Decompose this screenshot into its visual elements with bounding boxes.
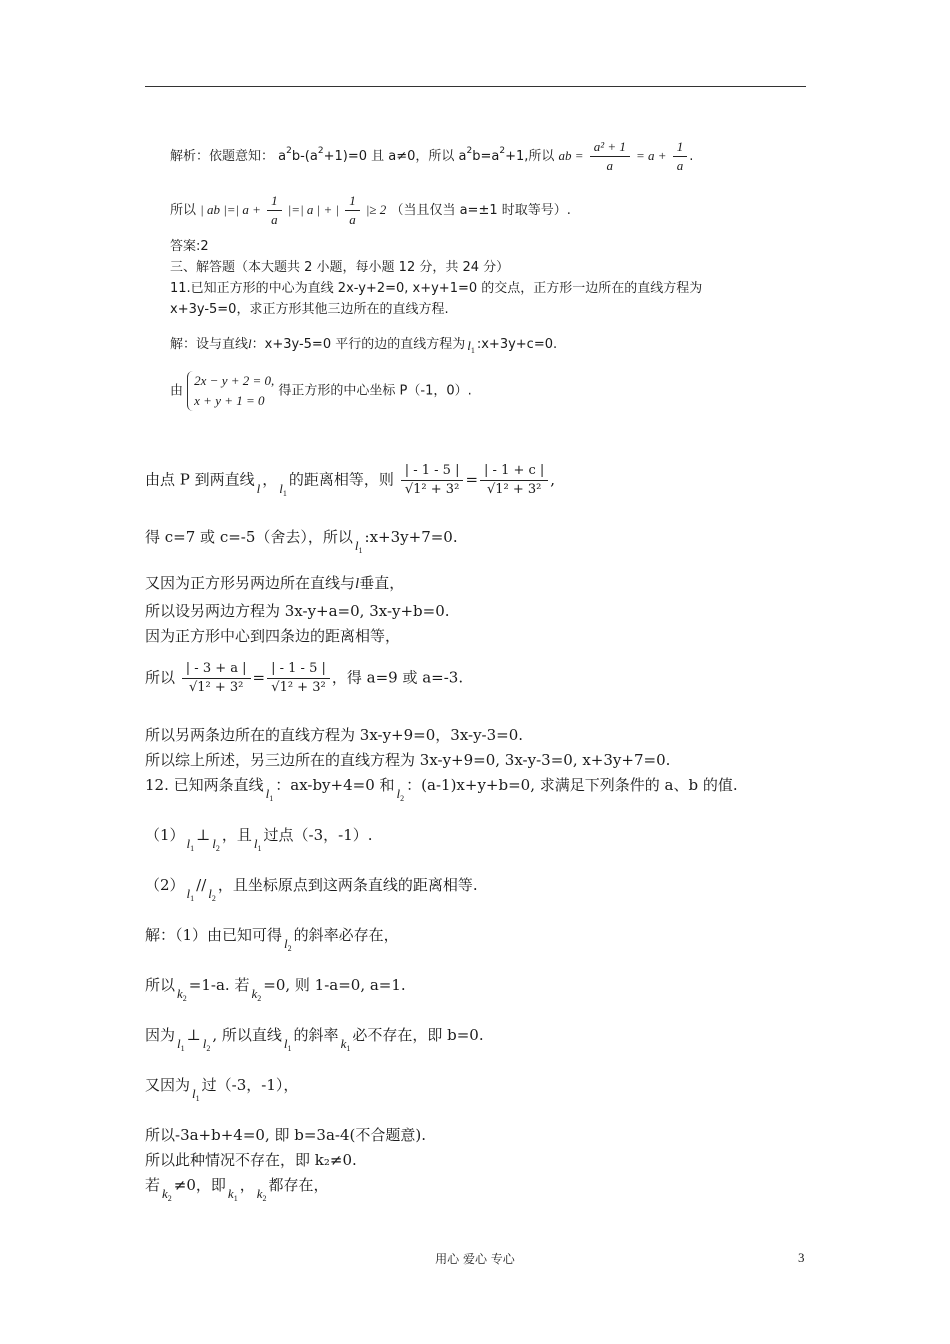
q12-solution-5: 所以-3a+b+4=0, 即 b=3a-4(不合题意). [145,1126,426,1144]
q12-solution-3: 因为 $l_1\perp$ $l_2$, 所以直线 $l_1$的斜率 $k_1$必不存在，即 b=0. [145,1026,484,1053]
q12-line-1: 12. 已知两条直线 $l_1$：ax-by+4=0 和 $l_2$：(a-1)x+y+b=0, 求满足下列条件的 a、b 的值. [145,776,738,803]
q11-solution-6: 所以设另两边方程为 3x-y+a=0, 3x-y+b=0. [145,602,450,620]
q12-solution-7: 若 $k_2\ne 0$，即 $k_1$， $k_2$都存在， [145,1176,329,1203]
q11-solution-2: 由 2x − y + 2 = 0, x + y + 1 = 0 得正方形的中心坐标 P（-1，0）. [170,371,472,411]
fraction: $\frac{1}{a}$ [267,192,282,229]
fraction: $\frac{| - 1 - 5 |}{\text{√1² + 3²}}$ [267,660,330,697]
fraction: $\frac{1}{a}$ [345,192,360,229]
header-rule [145,86,806,87]
q11-line-1: 11.已知正方形的中心为直线 2x-y+2=0, x+y+1=0 的交点，正方形一边所在的直线方程为 [170,281,703,296]
q12-solution-1: 解：（1）由已知可得 $l_2$的斜率必存在， [145,926,399,953]
page-footer: 用心 爱心 专心 [435,1252,515,1266]
fraction: $\frac{| - 1 + c |}{\text{√1² + 3²}}$ [480,462,548,499]
q11-solution-8: 所以 $\frac{| - 3 + a |}{\text{√1² + 3²}}$ = $\frac{| - 1 - 5 |}{\text{√1² + 3²}}$ ，得 a=9 或 a=-3. [145,661,464,695]
fraction: $\frac{| - 3 + a |}{\text{√1² + 3²}}$ [182,660,251,697]
fraction: $\frac{| - 1 - 5 |}{\text{√1² + 3²}}$ [401,462,464,499]
q11-solution-4: 得 c=7 或 c=-5（舍去），所以 $l_1:x+3y+7=0$. [145,528,458,555]
q12-condition-1: （1） $l_1\perp$ $l_2$，且 $l_1$过点（-3，-1）. [145,826,373,853]
q12-solution-6: 所以此种情况不存在，即 k₂≠0. [145,1151,357,1169]
analysis-line-1: 解析：依题意知： $a^2b-(a^2+1)=0$ 且 a≠0，所以 $a^2b=a^2+1$,所以 ab = $\frac{\text{a² + 1}}{a}$ = a + $\frac{1}{a}$ . [170,139,694,173]
fraction: $\frac{1}{a}$ [673,138,688,175]
analysis-line-2: 所以 | ab |=| a + $\frac{1}{a}$ |=| a | + | $\frac{1}{a}$ |≥ 2 （当且仅当 a=±1 时取等号）. [170,193,571,227]
q12-condition-2: （2） $l_1//$ $l_2$，且坐标原点到这两条直线的距离相等. [145,876,478,903]
q11-solution-10: 所以综上所述，另三边所在的直线方程为 3x-y+9=0, 3x-y-3=0, x+3y+7=0. [145,751,671,769]
equation-system: 2x − y + 2 = 0, x + y + 1 = 0 [187,371,274,411]
q12-solution-2: 所以 $k_2=1-a$. 若 $k_2=0$, 则 1-a=0, a=1. [145,976,406,1003]
q11-solution-1: 解：设与直线l：x+3y-5=0 平行的边的直线方程为 $l_1$ :x+3y+c=0. [170,336,558,355]
fraction: $\frac{\text{a² + 1}}{a}$ [590,138,630,175]
q12-solution-4: 又因为 $l_1$过（-3，-1）， [145,1076,299,1103]
page-number: 3 [798,1250,805,1265]
answer-line: 答案:2 [170,239,209,254]
section-heading: 三、解答题（本大题共 2 小题，每小题 12 分，共 24 分） [170,260,510,275]
q11-solution-9: 所以另两条边所在的直线方程为 3x-y+9=0，3x-y-3=0. [145,726,524,744]
q11-solution-3: 由点 P 到两直线 l ， $l_1$的距离相等，则 $\frac{| - 1 - 5 |}{\text{√1² + 3²}}$ = $\frac{| - 1 + c |}{\text{√1² + 3²}}$ , [145,463,556,498]
q11-line-2: x+3y-5=0，求正方形其他三边所在的直线方程. [170,302,449,317]
q11-solution-7: 因为正方形中心到四条边的距离相等， [145,627,401,645]
q11-solution-5: 又因为正方形另两边所在直线与l垂直， [145,574,405,592]
